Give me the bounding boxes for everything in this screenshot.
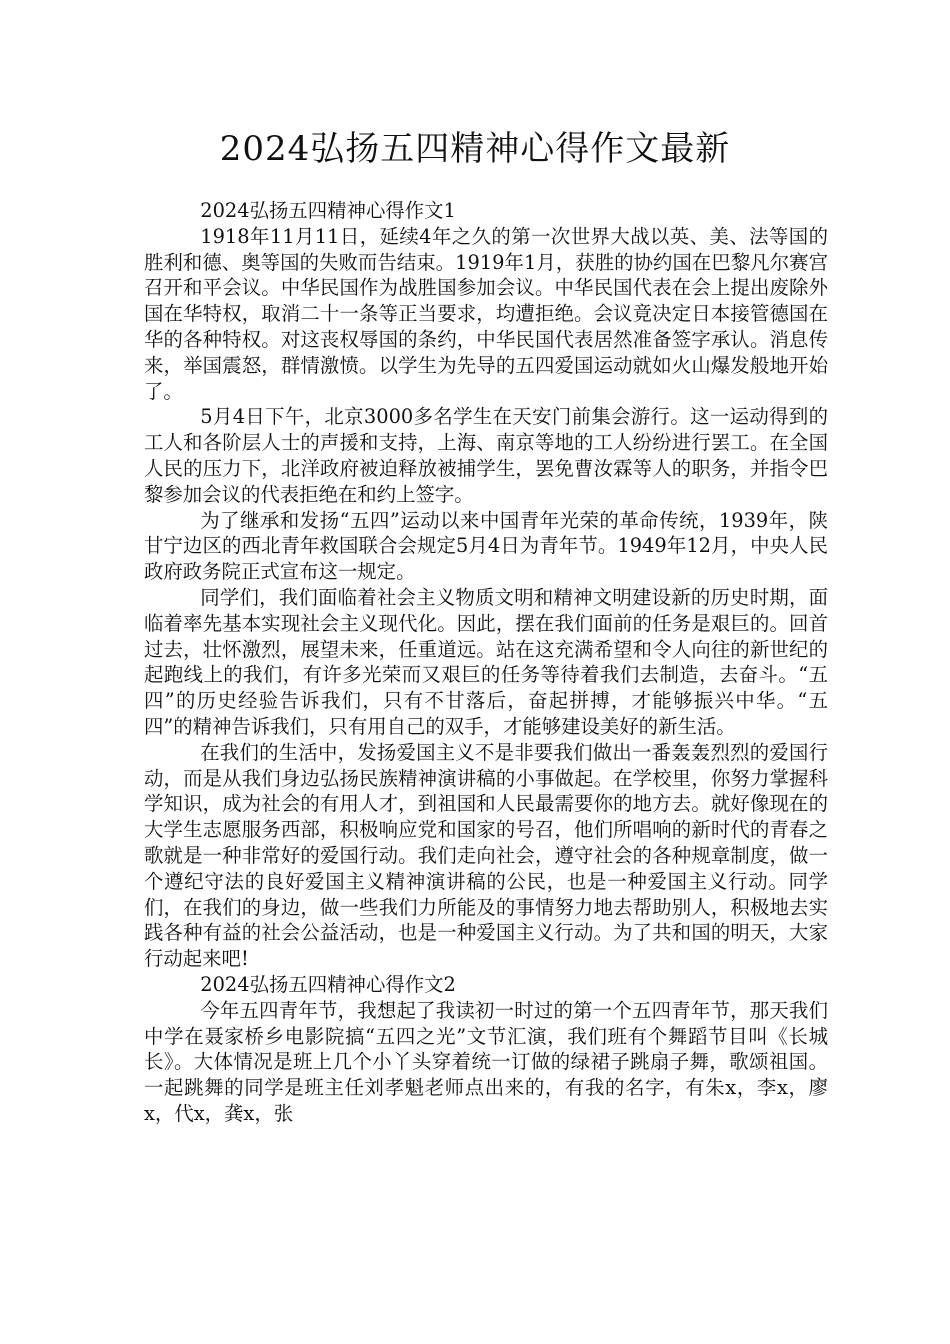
paragraph-3: 为了继承和发扬“五四”运动以来中国青年光荣的革命传统，1939年，陕甘宁边区的西北青年救国联合会规定5月4日为青年节。1949年12月，中央人民政府政务院正式宣布这一规定。 bbox=[144, 508, 828, 584]
paragraph-1: 1918年11月11日，延续4年之久的第一次世界大战以英、美、法等国的胜利和德、奥等国的失败而告结束。1919年1月，获胜的协约国在巴黎凡尔赛宫召开和平会议。中华民国作为战胜国参加会议。中华民国代表在会上提出废除外国在华特权，取消二十一条等正当要求，均遭拒绝。会议竟决定日本接管德国在华的各种特权。对这丧权辱国的条约，中华民国代表居然准备签字承认。消息传来，举国震怒，群情激愤。以学生为先导的五四爱国运动就如火山爆发般地开始了。 bbox=[144, 224, 828, 403]
paragraph-2: 5月4日下午，北京3000多名学生在天安门前集会游行。这一运动得到的工人和各阶层人士的声援和支持，上海、南京等地的工人纷纷进行罢工。在全国人民的压力下，北洋政府被迫释放被捕学生，罢免曹汝霖等人的职务，并指令巴黎参加会议的代表拒绝在和约上签字。 bbox=[144, 405, 828, 506]
paragraph-4: 同学们，我们面临着社会主义物质文明和精神文明建设新的历史时期，面临着率先基本实现社会主义现代化。因此，摆在我们面前的任务是艰巨的。回首过去，壮怀激烈，展望未来，任重道远。站在这充满希望和令人向往的新世纪的起跑线上的我们，有许多光荣而又艰巨的任务等待着我们去制造，去奋斗。“五四”的历史经验告诉我们，只有不甘落后，奋起拼搏，才能够振兴中华。“五四”的精神告诉我们，只有用自己的双手，才能够建设美好的新生活。 bbox=[144, 585, 828, 738]
paragraph-6: 今年五四青年节，我想起了我读初一时过的第一个五四青年节，那天我们中学在聂家桥乡电影院搞“五四之光”文节汇演，我们班有个舞蹈节目叫《长城长》。大体情况是班上几个小丫头穿着统一订做的绿裙子跳扇子舞，歌颂祖国。一起跳舞的同学是班主任刘孝魁老师点出来的，有我的名字，有朱x，李x，廖x，代x，龚x，张 bbox=[144, 998, 828, 1125]
document-title: 2024弘扬五四精神心得作文最新 bbox=[219, 129, 731, 169]
paragraph-5: 在我们的生活中，发扬爱国主义不是非要我们做出一番轰轰烈烈的爱国行动，而是从我们身边弘扬民族精神演讲稿的小事做起。在学校里，你努力掌握科学知识，成为社会的有用人才，到祖国和人民最需要你的地方去。就好像现在的大学生志愿服务西部，积极响应党和国家的号召，他们所唱响的新时代的青春之歌就是一种非常好的爱国行动。我们走向社会，遵守社会的各种规章制度，做一个遵纪守法的良好爱国主义精神演讲稿的公民，也是一种爱国主义行动。同学们，在我们的身边，做一些我们力所能及的事情努力地去帮助别人，积极地去实践各种有益的社会公益活动，也是一种爱国主义行动。为了共和国的明天，大家行动起来吧! bbox=[144, 740, 828, 971]
document-body bbox=[144, 198, 828, 1127]
section-heading-2: 2024弘扬五四精神心得作文2 bbox=[200, 972, 456, 996]
section-heading-1: 2024弘扬五四精神心得作文1 bbox=[200, 199, 456, 222]
